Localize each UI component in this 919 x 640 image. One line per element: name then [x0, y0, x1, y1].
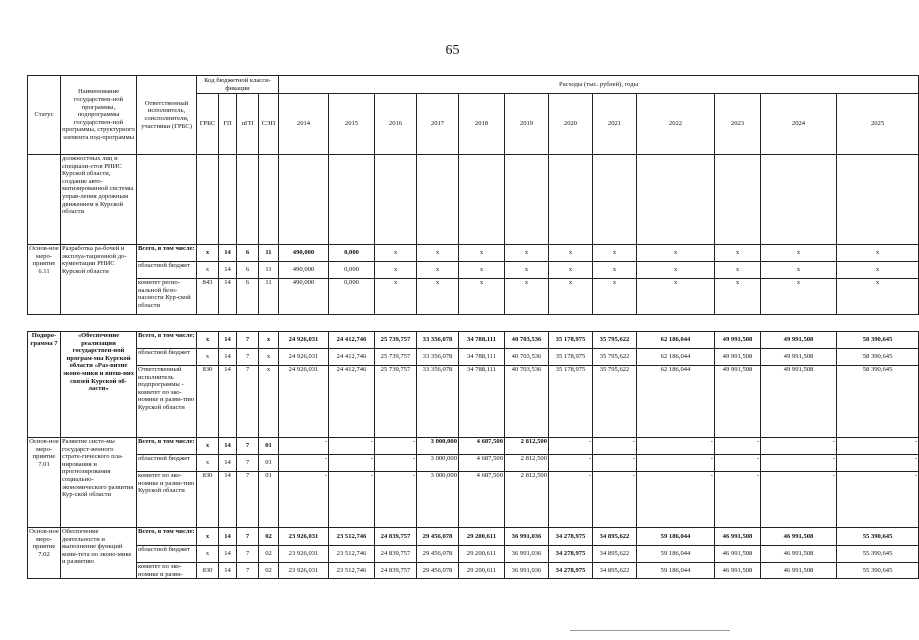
value-cell: 34 788,111: [459, 332, 505, 349]
grbs-cell: x: [197, 528, 219, 546]
value-cell: x: [459, 262, 505, 279]
value-cell: -: [715, 472, 761, 528]
value-cell: 24 839,757: [375, 528, 417, 546]
pgp-cell: 6: [237, 262, 259, 279]
value-cell: 2 812,500: [505, 472, 549, 528]
value-cell: -: [375, 455, 417, 472]
value-cell: -: [637, 438, 715, 455]
table-row: [28, 279, 919, 315]
table-row: [28, 528, 919, 546]
value-cell: 62 186,044: [637, 349, 715, 366]
value-cell: 49 991,508: [761, 349, 837, 366]
value-cell: -: [549, 455, 593, 472]
value-cell: 25 739,757: [375, 332, 417, 349]
value-cell: -: [837, 472, 919, 528]
value-cell: -: [549, 438, 593, 455]
value-cell: 35 178,975: [549, 349, 593, 366]
value-cell: 3 000,000: [417, 472, 459, 528]
value-cell: x: [459, 279, 505, 315]
table-row: [28, 332, 919, 349]
value-cell: x: [375, 262, 417, 279]
value-cell: 23 512,746: [329, 563, 375, 579]
header-year: 2023: [715, 94, 761, 155]
header-year: 2016: [375, 94, 417, 155]
sep-cell: 02: [259, 528, 279, 546]
value-cell: -: [637, 472, 715, 528]
status-cell: Подпро-грамма 7: [28, 332, 61, 438]
value-cell: x: [459, 245, 505, 262]
value-cell: 46 991,508: [715, 528, 761, 546]
value-cell: 33 356,078: [417, 349, 459, 366]
value-cell: 3 000,000: [417, 455, 459, 472]
value-cell: x: [715, 279, 761, 315]
value-cell: 55 390,645: [837, 546, 919, 563]
value-cell: 23 926,031: [279, 563, 329, 579]
value-cell: x: [375, 245, 417, 262]
header-sep: СЭП: [259, 94, 279, 155]
value-cell: 59 186,044: [637, 546, 715, 563]
grbs-cell: 830: [197, 472, 219, 528]
value-cell: 4 687,500: [459, 438, 505, 455]
value-cell: 40 703,536: [505, 349, 549, 366]
page-number: 65: [445, 43, 460, 58]
value-cell: x: [417, 245, 459, 262]
grbs-cell: x: [197, 245, 219, 262]
value-cell: x: [549, 262, 593, 279]
sep-cell: 11: [259, 279, 279, 315]
value-cell: -: [837, 438, 919, 455]
table-row: [28, 563, 919, 579]
value-cell: 34 895,622: [593, 528, 637, 546]
header-expenses: Расходы (тыс. рублей), годы: [279, 76, 919, 94]
pgp-cell: 7: [237, 563, 259, 579]
gp-cell: 14: [219, 366, 237, 438]
value-cell: 35 178,975: [549, 332, 593, 349]
table-row: [28, 245, 919, 262]
header-year: 2014: [279, 94, 329, 155]
value-cell: -: [761, 438, 837, 455]
value-cell: 29 200,611: [459, 546, 505, 563]
responsible-cell: комитет по эко-номике и разви-: [137, 563, 197, 579]
responsible-cell: Всего, в том числе:: [137, 245, 197, 262]
responsible-cell: Всего, в том числе:: [137, 438, 197, 455]
value-cell: 29 456,078: [417, 563, 459, 579]
grbs-cell: x: [197, 455, 219, 472]
grbs-cell: x: [197, 438, 219, 455]
value-cell: 34 788,111: [459, 349, 505, 366]
continuation-name: должностных лиц и специали-стов РНИС Курской области, создание авто-матизированной системы управ-ления дорожным движением в Курской области: [61, 155, 137, 245]
value-cell: 58 390,645: [837, 332, 919, 349]
value-cell: 49 991,508: [715, 332, 761, 349]
value-cell: 49 991,508: [715, 366, 761, 438]
value-cell: 24 839,757: [375, 546, 417, 563]
value-cell: 46 991,508: [715, 563, 761, 579]
pgp-cell: 7: [237, 472, 259, 528]
value-cell: 58 390,645: [837, 349, 919, 366]
value-cell: 25 739,757: [375, 366, 417, 438]
value-cell: 490,000: [279, 279, 329, 315]
name-cell: Разработка ра-бочей и эксплуа-тационной до-кументации РНИС Курской области: [61, 245, 137, 315]
value-cell: -: [715, 438, 761, 455]
value-cell: 35 795,622: [593, 349, 637, 366]
gp-cell: 14: [219, 332, 237, 349]
pgp-cell: 6: [237, 245, 259, 262]
table-row: [28, 366, 919, 438]
status-cell: Основ-ное меро-приятие 7.02: [28, 528, 61, 579]
pgp-cell: 7: [237, 546, 259, 563]
grbs-cell: x: [197, 332, 219, 349]
table-row: [28, 438, 919, 455]
sep-cell: x: [259, 349, 279, 366]
value-cell: -: [761, 472, 837, 528]
value-cell: 0,000: [329, 262, 375, 279]
responsible-cell: комитет регио-нальной безо-пасности Кур-ской области: [137, 279, 197, 315]
value-cell: x: [593, 279, 637, 315]
value-cell: -: [593, 455, 637, 472]
name-cell: Развитие систе-мы государст-венного страте-гического пла-нирования и прогнозирования социально-экономического развития Кур-ской области: [61, 438, 137, 528]
sep-cell: 01: [259, 438, 279, 455]
name-cell: «Обеспечение реализации государствен-ной програм-мы Курской области «Раз-витие эконо-мики и внеш-них связей Курской об-ласти»: [61, 332, 137, 438]
value-cell: -: [375, 472, 417, 528]
value-cell: x: [549, 245, 593, 262]
table-row: [28, 546, 919, 563]
gap-row: [28, 315, 919, 332]
value-cell: 46 991,508: [761, 528, 837, 546]
grbs-cell: 830: [197, 563, 219, 579]
value-cell: 24 926,031: [279, 332, 329, 349]
gp-cell: 14: [219, 472, 237, 528]
value-cell: 40 703,536: [505, 366, 549, 438]
value-cell: 24 412,746: [329, 366, 375, 438]
value-cell: 4 687,500: [459, 472, 505, 528]
value-cell: 40 703,536: [505, 332, 549, 349]
sep-cell: 01: [259, 472, 279, 528]
grbs-cell: 843: [197, 279, 219, 315]
pgp-cell: 6: [237, 279, 259, 315]
header-name: Наименование государствен-ной программы, подпрограммы государствен-ной программы, структурного элемента под-программы: [61, 76, 137, 155]
responsible-cell: областной бюджет: [137, 546, 197, 563]
header-year: 2024: [761, 94, 837, 155]
header-responsible: Ответственный исполнитель, соисполнители, участники (ГРБС): [137, 76, 197, 155]
responsible-cell: областной бюджет: [137, 349, 197, 366]
value-cell: 24 926,031: [279, 349, 329, 366]
value-cell: x: [417, 279, 459, 315]
responsible-cell: комитет по эко-номике и разви-тию Курской области: [137, 472, 197, 528]
value-cell: x: [593, 262, 637, 279]
table-row: [28, 455, 919, 472]
value-cell: -: [761, 455, 837, 472]
responsible-cell: Всего, в том числе:: [137, 528, 197, 546]
value-cell: 3 000,000: [417, 438, 459, 455]
value-cell: -: [329, 438, 375, 455]
grbs-cell: 830: [197, 366, 219, 438]
gp-cell: 14: [219, 279, 237, 315]
value-cell: -: [375, 438, 417, 455]
pgp-cell: 7: [237, 438, 259, 455]
value-cell: 35 795,622: [593, 366, 637, 438]
header-year: 2020: [549, 94, 593, 155]
pgp-cell: 7: [237, 366, 259, 438]
value-cell: 29 456,078: [417, 546, 459, 563]
grbs-cell: x: [197, 349, 219, 366]
value-cell: 62 186,044: [637, 332, 715, 349]
value-cell: 23 512,746: [329, 528, 375, 546]
grbs-cell: x: [197, 262, 219, 279]
header-year: 2021: [593, 94, 637, 155]
value-cell: 35 178,975: [549, 366, 593, 438]
gp-cell: 14: [219, 438, 237, 455]
value-cell: x: [417, 262, 459, 279]
sep-cell: 11: [259, 245, 279, 262]
status-cell: Основ-ное меро-приятие 7.01: [28, 438, 61, 528]
budget-table: [27, 75, 919, 579]
value-cell: 2 812,500: [505, 455, 549, 472]
value-cell: 29 200,611: [459, 528, 505, 546]
header-year: 2018: [459, 94, 505, 155]
value-cell: -: [329, 455, 375, 472]
status-cell: Основ-ное меро-приятие 6.11: [28, 245, 61, 315]
table-row: [28, 262, 919, 279]
value-cell: x: [375, 279, 417, 315]
responsible-cell: Ответственный исполнитель подпрограммы - комитет по эко-номике и разви-тию Курской области: [137, 366, 197, 438]
value-cell: 0,000: [329, 245, 375, 262]
value-cell: 55 390,645: [837, 563, 919, 579]
header-year: 2017: [417, 94, 459, 155]
header-grbs: ГРБС: [197, 94, 219, 155]
value-cell: 49 991,508: [761, 332, 837, 349]
value-cell: 33 356,078: [417, 366, 459, 438]
gp-cell: 14: [219, 245, 237, 262]
header-year: 2015: [329, 94, 375, 155]
value-cell: 36 991,036: [505, 546, 549, 563]
header-status: Статус: [28, 76, 61, 155]
header-pgp: пГП: [237, 94, 259, 155]
value-cell: -: [279, 455, 329, 472]
value-cell: 36 991,036: [505, 563, 549, 579]
sep-cell: 02: [259, 563, 279, 579]
value-cell: -: [549, 472, 593, 528]
value-cell: 24 839,757: [375, 563, 417, 579]
grbs-cell: x: [197, 546, 219, 563]
value-cell: 29 200,611: [459, 563, 505, 579]
value-cell: 34 788,111: [459, 366, 505, 438]
value-cell: x: [505, 245, 549, 262]
header-year: 2025: [837, 94, 919, 155]
value-cell: -: [279, 438, 329, 455]
value-cell: 490,000: [279, 245, 329, 262]
value-cell: 49 991,508: [761, 366, 837, 438]
value-cell: -: [637, 455, 715, 472]
value-cell: 0,000: [329, 279, 375, 315]
value-cell: 34 895,622: [593, 546, 637, 563]
responsible-cell: областной бюджет: [137, 262, 197, 279]
value-cell: x: [837, 262, 919, 279]
value-cell: 4 687,500: [459, 455, 505, 472]
value-cell: 46 991,508: [761, 563, 837, 579]
value-cell: x: [837, 245, 919, 262]
value-cell: 25 739,757: [375, 349, 417, 366]
value-cell: 23 512,746: [329, 546, 375, 563]
header-gp: ГП: [219, 94, 237, 155]
value-cell: 36 991,036: [505, 528, 549, 546]
sep-cell: x: [259, 332, 279, 349]
value-cell: 35 795,622: [593, 332, 637, 349]
value-cell: 24 926,031: [279, 366, 329, 438]
gp-cell: 14: [219, 455, 237, 472]
value-cell: 59 186,044: [637, 528, 715, 546]
value-cell: 62 186,044: [637, 366, 715, 438]
value-cell: 58 390,645: [837, 366, 919, 438]
pgp-cell: 7: [237, 332, 259, 349]
value-cell: 490,000: [279, 262, 329, 279]
header-year: 2019: [505, 94, 549, 155]
value-cell: 24 412,746: [329, 332, 375, 349]
value-cell: -: [279, 472, 329, 528]
value-cell: x: [715, 245, 761, 262]
value-cell: x: [505, 262, 549, 279]
continuation-row: [28, 155, 919, 245]
value-cell: -: [837, 455, 919, 472]
gp-cell: 14: [219, 546, 237, 563]
value-cell: -: [593, 438, 637, 455]
value-cell: 55 390,645: [837, 528, 919, 546]
name-cell: Обеспечение деятельности и выполнение функций коми-тета по эконо-мике и развитию: [61, 528, 137, 579]
pgp-cell: 7: [237, 528, 259, 546]
value-cell: x: [761, 279, 837, 315]
value-cell: 49 991,508: [715, 349, 761, 366]
value-cell: 23 926,031: [279, 546, 329, 563]
value-cell: 46 991,508: [715, 546, 761, 563]
value-cell: 46 991,508: [761, 546, 837, 563]
pgp-cell: 7: [237, 455, 259, 472]
responsible-cell: Всего, в том числе:: [137, 332, 197, 349]
value-cell: x: [715, 262, 761, 279]
value-cell: x: [637, 262, 715, 279]
table-row: [28, 472, 919, 528]
value-cell: 29 456,078: [417, 528, 459, 546]
value-cell: 23 926,031: [279, 528, 329, 546]
value-cell: x: [837, 279, 919, 315]
sep-cell: 01: [259, 455, 279, 472]
value-cell: 24 412,746: [329, 349, 375, 366]
value-cell: x: [637, 279, 715, 315]
value-cell: x: [505, 279, 549, 315]
value-cell: 34 278,975: [549, 563, 593, 579]
value-cell: 34 278,975: [549, 546, 593, 563]
sep-cell: 02: [259, 546, 279, 563]
gp-cell: 14: [219, 528, 237, 546]
sep-cell: x: [259, 366, 279, 438]
value-cell: x: [761, 245, 837, 262]
value-cell: -: [329, 472, 375, 528]
header-year: 2022: [637, 94, 715, 155]
scan-artifact-line: [570, 630, 730, 631]
gp-cell: 14: [219, 262, 237, 279]
value-cell: 34 278,975: [549, 528, 593, 546]
gp-cell: 14: [219, 349, 237, 366]
value-cell: x: [637, 245, 715, 262]
gp-cell: 14: [219, 563, 237, 579]
value-cell: 2 812,500: [505, 438, 549, 455]
value-cell: x: [549, 279, 593, 315]
value-cell: 33 356,078: [417, 332, 459, 349]
value-cell: -: [593, 472, 637, 528]
sep-cell: 11: [259, 262, 279, 279]
value-cell: -: [715, 455, 761, 472]
value-cell: 59 186,044: [637, 563, 715, 579]
value-cell: x: [761, 262, 837, 279]
pgp-cell: 7: [237, 349, 259, 366]
header-budget-code: Код бюджетной класси-фикации: [197, 76, 279, 94]
table-row: [28, 349, 919, 366]
responsible-cell: областной бюджет: [137, 455, 197, 472]
value-cell: 34 895,622: [593, 563, 637, 579]
value-cell: x: [593, 245, 637, 262]
